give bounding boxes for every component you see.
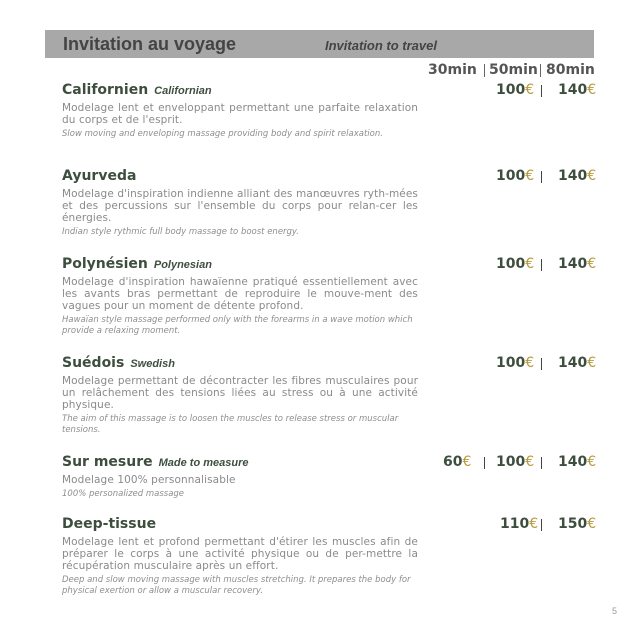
massage-item-polynesien (62, 256, 418, 337)
description-en: Slow moving and enveloping massage providing body and spirit relaxation. (62, 129, 383, 139)
massage-item-deep-tissue (62, 516, 418, 597)
duration-80: 80min (546, 62, 595, 78)
price-80: 140€ (558, 168, 597, 184)
description-fr: Modelage permettant de décontracter les fibres musculaires pour un relâchement des tensions liées au stress ou à une activité physique. (62, 375, 418, 411)
price-divider (541, 171, 542, 183)
description-fr: Modelage d'inspiration hawaïenne pratiqué essentiellement avec les avants bras permettant de reproduire le mouve-ment des vagues pour un moment de détente profond. (62, 276, 418, 312)
price-50: 100€ (496, 256, 535, 272)
price-50: 100€ (496, 82, 535, 98)
price-divider (541, 519, 542, 531)
description-fr: Modelage d'inspiration indienne alliant des manœuvres ryth-mées et des percussions sur l'ensemble du corps pour relan-cer les énergies. (62, 188, 418, 224)
description-en: Hawaïan style massage performed only with the forearms in a wave motion which provide a relaxing moment. (62, 315, 413, 336)
massage-name-en: Made to measure (158, 457, 249, 469)
massage-name-en: Swedish (130, 358, 175, 370)
massage-item-suedois (62, 355, 418, 436)
header-divider (484, 64, 485, 77)
massage-name: Suédois Swedish (62, 355, 175, 371)
price-50: 100€ (496, 168, 535, 184)
header-divider (540, 64, 541, 77)
description-en: Indian style rythmic full body massage to boost energy. (62, 227, 300, 237)
description-en: Deep and slow moving massage with muscles stretching. It prepares the body for physical exertion or allow a muscular recovery. (62, 575, 411, 596)
description-fr: Modelage lent et profond permettant d'étirer les muscles afin de préparer le corps à une activité physique ou de per-mettre la récupération musculaire après un effort. (62, 536, 418, 572)
description-en: The aim of this massage is to loosen the muscles to release stress or muscular tensions. (62, 414, 399, 435)
massage-name: Deep-tissue (62, 516, 157, 532)
price-divider (541, 457, 542, 469)
massage-name: Sur mesure Made to measure (62, 454, 249, 470)
massage-name-en: Californian (154, 85, 212, 97)
price-divider (484, 457, 485, 469)
massage-name: Ayurveda (62, 168, 137, 184)
price-80: 140€ (558, 82, 597, 98)
price-80: 140€ (558, 454, 597, 470)
massage-name: Californien Californian (62, 82, 212, 98)
price-divider (541, 259, 542, 271)
price-80: 140€ (558, 355, 597, 371)
price-divider (541, 85, 542, 97)
price-divider (541, 358, 542, 370)
duration-30: 30min (428, 62, 477, 78)
price-80: 150€ (558, 516, 597, 532)
duration-50: 50min (489, 62, 538, 78)
price-80: 140€ (558, 256, 597, 272)
description-fr: Modelage lent et enveloppant permettant une parfaite relaxation du corps et de l'esprit. (62, 102, 418, 126)
price-50: 100€ (496, 355, 535, 371)
massage-item-californien (62, 82, 418, 140)
description-fr: Modelage 100% personnalisable (62, 474, 236, 486)
section-banner (45, 30, 594, 58)
massage-name-en: Polynesian (153, 259, 212, 271)
description-en: 100% personalized massage (62, 489, 185, 499)
section-title-en: Invitation to travel (325, 38, 437, 53)
price-30: 60€ (443, 454, 472, 470)
massage-name: Polynésien Polynesian (62, 256, 212, 272)
price-50: 100€ (496, 454, 535, 470)
section-title-fr: Invitation au voyage (63, 34, 237, 54)
page-number: 5 (612, 606, 618, 616)
massage-item-ayurveda (62, 168, 418, 238)
massage-item-sur-mesure (62, 454, 418, 500)
price-50: 110€ (500, 516, 539, 532)
